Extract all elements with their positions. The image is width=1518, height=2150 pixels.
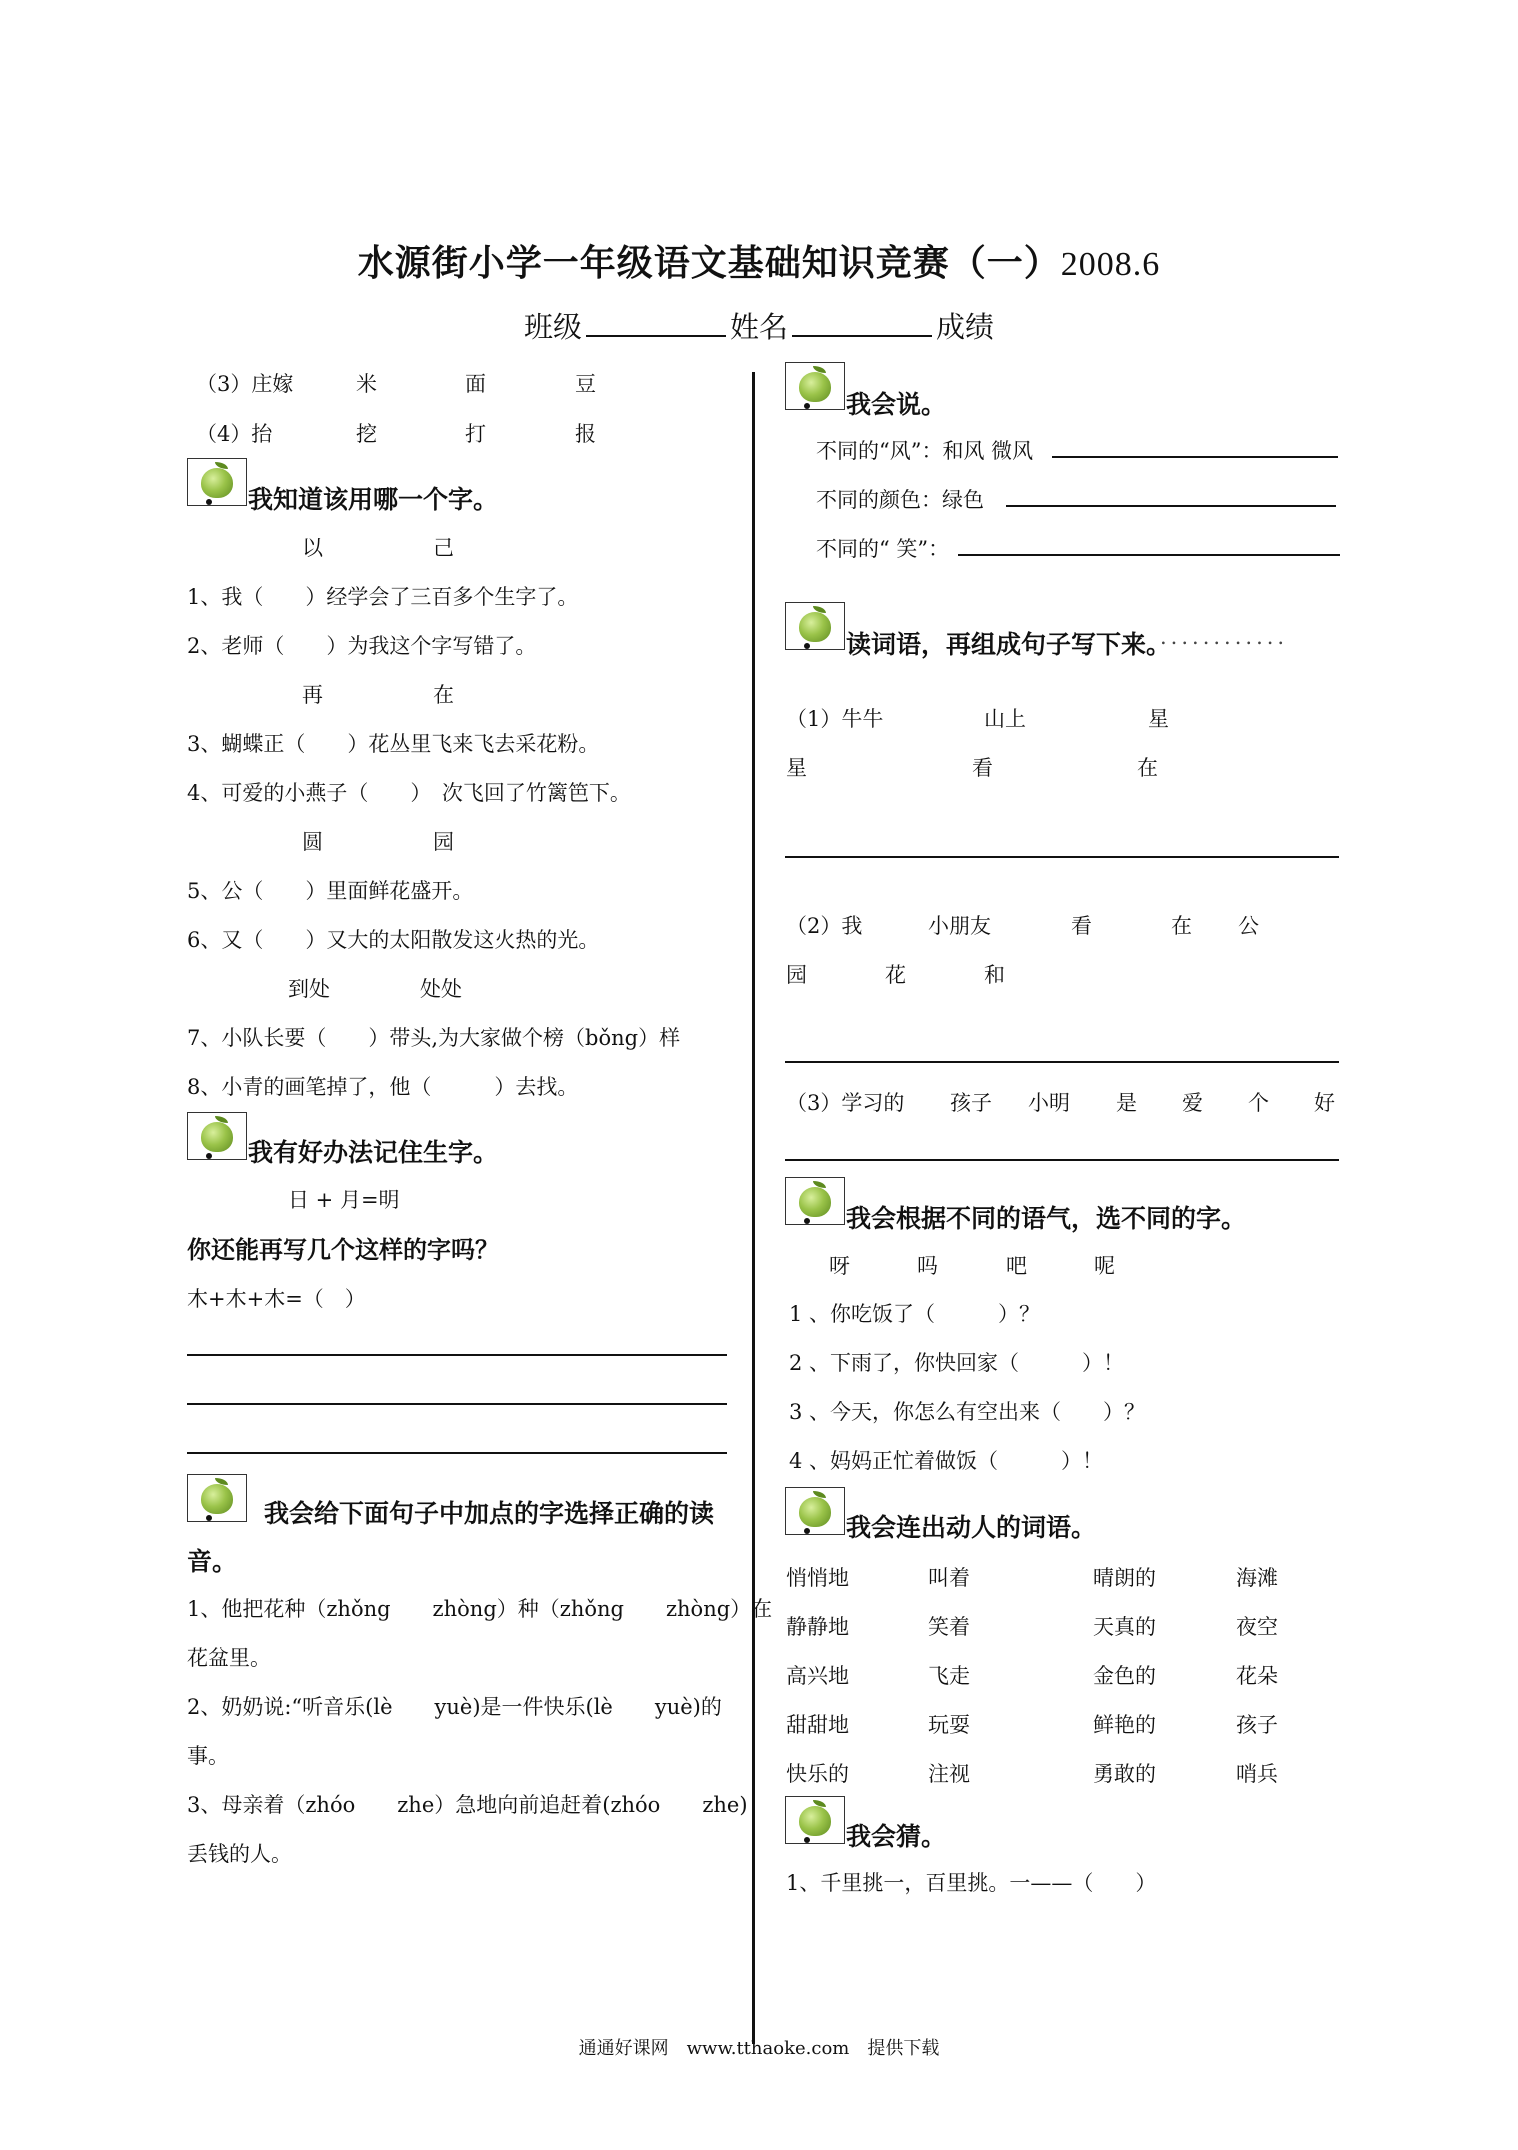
title-text: 水源街小学一年级语文基础知识竞赛（一） <box>357 242 1061 284</box>
word[interactable]: 天真的 <box>1093 1615 1156 1639</box>
word: 星 <box>1148 707 1169 731</box>
riddle: 1、千里挑一，百里挑。一——（ ） <box>786 1871 1157 1895</box>
row-item: 打 <box>465 422 486 446</box>
word: 个 <box>1248 1091 1269 1115</box>
question: 3、母亲着（zhóo zhe）急地向前追赶着(zhóo zhe) <box>187 1793 748 1817</box>
row-item: 报 <box>575 422 596 446</box>
question: 1 、你吃饭了（ ）？ <box>789 1302 1041 1326</box>
question: 4、可爱的小燕子（ ） 次飞回了竹篱笆下。 <box>187 781 631 805</box>
word[interactable]: 静静地 <box>786 1615 849 1639</box>
answer-line[interactable] <box>958 554 1340 556</box>
word: 好 <box>1314 1091 1335 1115</box>
question-heading: 你还能再写几个这样的字吗？ <box>187 1235 499 1264</box>
word: 和 <box>984 963 1005 987</box>
prompt-smile: 不同的“ 笑”： <box>816 537 950 561</box>
char-option: 到处 <box>288 977 330 1001</box>
question: 1、他把花种（zhǒng zhòng）种（zhǒng zhòng）在 <box>187 1597 773 1621</box>
row-item: 面 <box>465 372 486 396</box>
word[interactable]: 甜甜地 <box>786 1713 849 1737</box>
question-cont: 花盆里。 <box>187 1646 271 1670</box>
word[interactable]: 悄悄地 <box>786 1566 849 1590</box>
char-option: 再 <box>302 683 323 707</box>
class-label: 班级 <box>523 310 582 344</box>
word[interactable]: 夜空 <box>1236 1615 1278 1639</box>
row-item: 豆 <box>575 372 596 396</box>
answer-line[interactable] <box>187 1452 727 1454</box>
word[interactable]: 孩子 <box>1236 1713 1278 1737</box>
char-option: 处处 <box>420 977 462 1001</box>
section-title: 我会给下面句子中加点的字选择正确的读 <box>264 1499 715 1528</box>
word: 星 <box>786 756 807 780</box>
word: 公 <box>1238 914 1259 938</box>
word: 在 <box>1137 756 1158 780</box>
question: 2 、下雨了，你快回家（ ）！ <box>789 1351 1125 1375</box>
apple-icon <box>785 1796 845 1844</box>
name-blank[interactable] <box>792 307 932 337</box>
word: 在 <box>1171 914 1192 938</box>
row-label-4: （4）抬 <box>196 422 273 446</box>
question: 2、老师（ ）为我这个字写错了。 <box>187 634 537 658</box>
apple-icon <box>785 362 845 410</box>
score-label: 成绩 <box>936 310 995 344</box>
answer-line[interactable] <box>785 1159 1339 1161</box>
word[interactable]: 快乐的 <box>786 1762 849 1786</box>
answer-line[interactable] <box>785 1061 1339 1063</box>
column-divider <box>752 372 755 2044</box>
word: 小朋友 <box>928 914 991 938</box>
answer-line[interactable] <box>187 1354 727 1356</box>
section-title: 我会猜。 <box>846 1822 947 1851</box>
question-cont: 事。 <box>187 1744 229 1768</box>
class-blank[interactable] <box>586 307 726 337</box>
question: 3 、今天，你怎么有空出来（ ）？ <box>789 1400 1146 1424</box>
row-label-3: （3）庄嫁 <box>196 372 294 396</box>
char-option: 以 <box>302 536 323 560</box>
word[interactable]: 鲜艳的 <box>1093 1713 1156 1737</box>
question: 2、奶奶说:“听音乐(lè yuè)是一件快乐(lè yuè)的 <box>187 1695 722 1719</box>
word[interactable]: 注视 <box>928 1762 970 1786</box>
word[interactable]: 晴朗的 <box>1093 1566 1156 1590</box>
section-title: 我有好办法记住生字。 <box>248 1138 499 1167</box>
question: 5、公（ ）里面鲜花盛开。 <box>187 879 474 903</box>
section-title: 读词语，再组成句子写下来。 <box>846 630 1172 659</box>
word: 爱 <box>1182 1091 1203 1115</box>
word[interactable]: 笑着 <box>928 1615 970 1639</box>
example-equation: 日 + 月=明 <box>288 1188 400 1212</box>
word[interactable]: 高兴地 <box>786 1664 849 1688</box>
word: 看 <box>972 756 993 780</box>
answer-line[interactable] <box>1006 505 1336 507</box>
word: 是 <box>1116 1091 1137 1115</box>
apple-icon <box>187 458 247 506</box>
char-option: 园 <box>433 830 454 854</box>
apple-icon <box>785 1177 845 1225</box>
section-title-cont: 音。 <box>187 1547 238 1576</box>
word: 园 <box>786 963 807 987</box>
prompt-color: 不同的颜色：绿色 <box>816 488 984 512</box>
word[interactable]: 金色的 <box>1093 1664 1156 1688</box>
word: 山上 <box>984 707 1026 731</box>
footer-text: 通通好课网 www.tthaoke.com 提供下载 <box>578 2038 940 2059</box>
question: 木+木+木=（ ） <box>187 1287 366 1311</box>
word[interactable]: 玩耍 <box>928 1713 970 1737</box>
particle-option: 呢 <box>1094 1254 1115 1278</box>
page-title <box>0 235 1518 286</box>
row-item: 米 <box>356 372 377 396</box>
char-option: 在 <box>433 683 454 707</box>
student-info <box>0 305 1518 346</box>
section-title: 我会连出动人的词语。 <box>846 1513 1097 1542</box>
word[interactable]: 哨兵 <box>1236 1762 1278 1786</box>
name-label: 姓名 <box>729 310 788 344</box>
apple-icon <box>785 602 845 650</box>
section-title: 我知道该用哪一个字。 <box>248 485 499 514</box>
row-item: 挖 <box>356 422 377 446</box>
word[interactable]: 勇敢的 <box>1093 1762 1156 1786</box>
answer-line[interactable] <box>1052 456 1338 458</box>
apple-icon <box>187 1112 247 1160</box>
char-option: 圆 <box>302 830 323 854</box>
word: （2）我 <box>786 914 863 938</box>
word: （3）学习的 <box>786 1091 905 1115</box>
prompt-wind: 不同的“风”：和风 微风 <box>816 439 1034 463</box>
word[interactable]: 花朵 <box>1236 1664 1278 1688</box>
answer-line[interactable] <box>187 1403 727 1405</box>
word[interactable]: 海滩 <box>1236 1566 1278 1590</box>
question: 6、又（ ）又大的太阳散发这火热的光。 <box>187 928 600 952</box>
question: 1、我（ ）经学会了三百多个生字了。 <box>187 585 579 609</box>
word[interactable]: 飞走 <box>928 1664 970 1688</box>
question: 3、蝴蝶正（ ）花丛里飞来飞去采花粉。 <box>187 732 600 756</box>
word: 小明 <box>1028 1091 1070 1115</box>
word: （1）牛牛 <box>786 707 884 731</box>
word: 看 <box>1071 914 1092 938</box>
word: 孩子 <box>950 1091 992 1115</box>
apple-icon <box>785 1487 845 1535</box>
apple-icon <box>187 1474 247 1522</box>
question: 4 、妈妈正忙着做饭（ ）！ <box>789 1449 1104 1473</box>
section-title: 我会根据不同的语气，选不同的字。 <box>846 1204 1247 1233</box>
question-cont: 丢钱的人。 <box>187 1842 292 1866</box>
dots: ............ <box>1160 625 1289 649</box>
particle-option: 吗 <box>917 1254 938 1278</box>
answer-line[interactable] <box>785 856 1339 858</box>
word: 花 <box>885 963 906 987</box>
char-option: 己 <box>433 536 454 560</box>
section-title: 我会说。 <box>846 390 947 419</box>
question: 8、小青的画笔掉了，他（ ）去找。 <box>187 1075 579 1099</box>
title-year: 2008.6 <box>1060 246 1161 283</box>
particle-option: 吧 <box>1006 1254 1027 1278</box>
question: 7、小队长要（ ）带头,为大家做个榜（bǒng）样 <box>187 1026 681 1050</box>
particle-option: 呀 <box>829 1254 850 1278</box>
word[interactable]: 叫着 <box>928 1566 970 1590</box>
